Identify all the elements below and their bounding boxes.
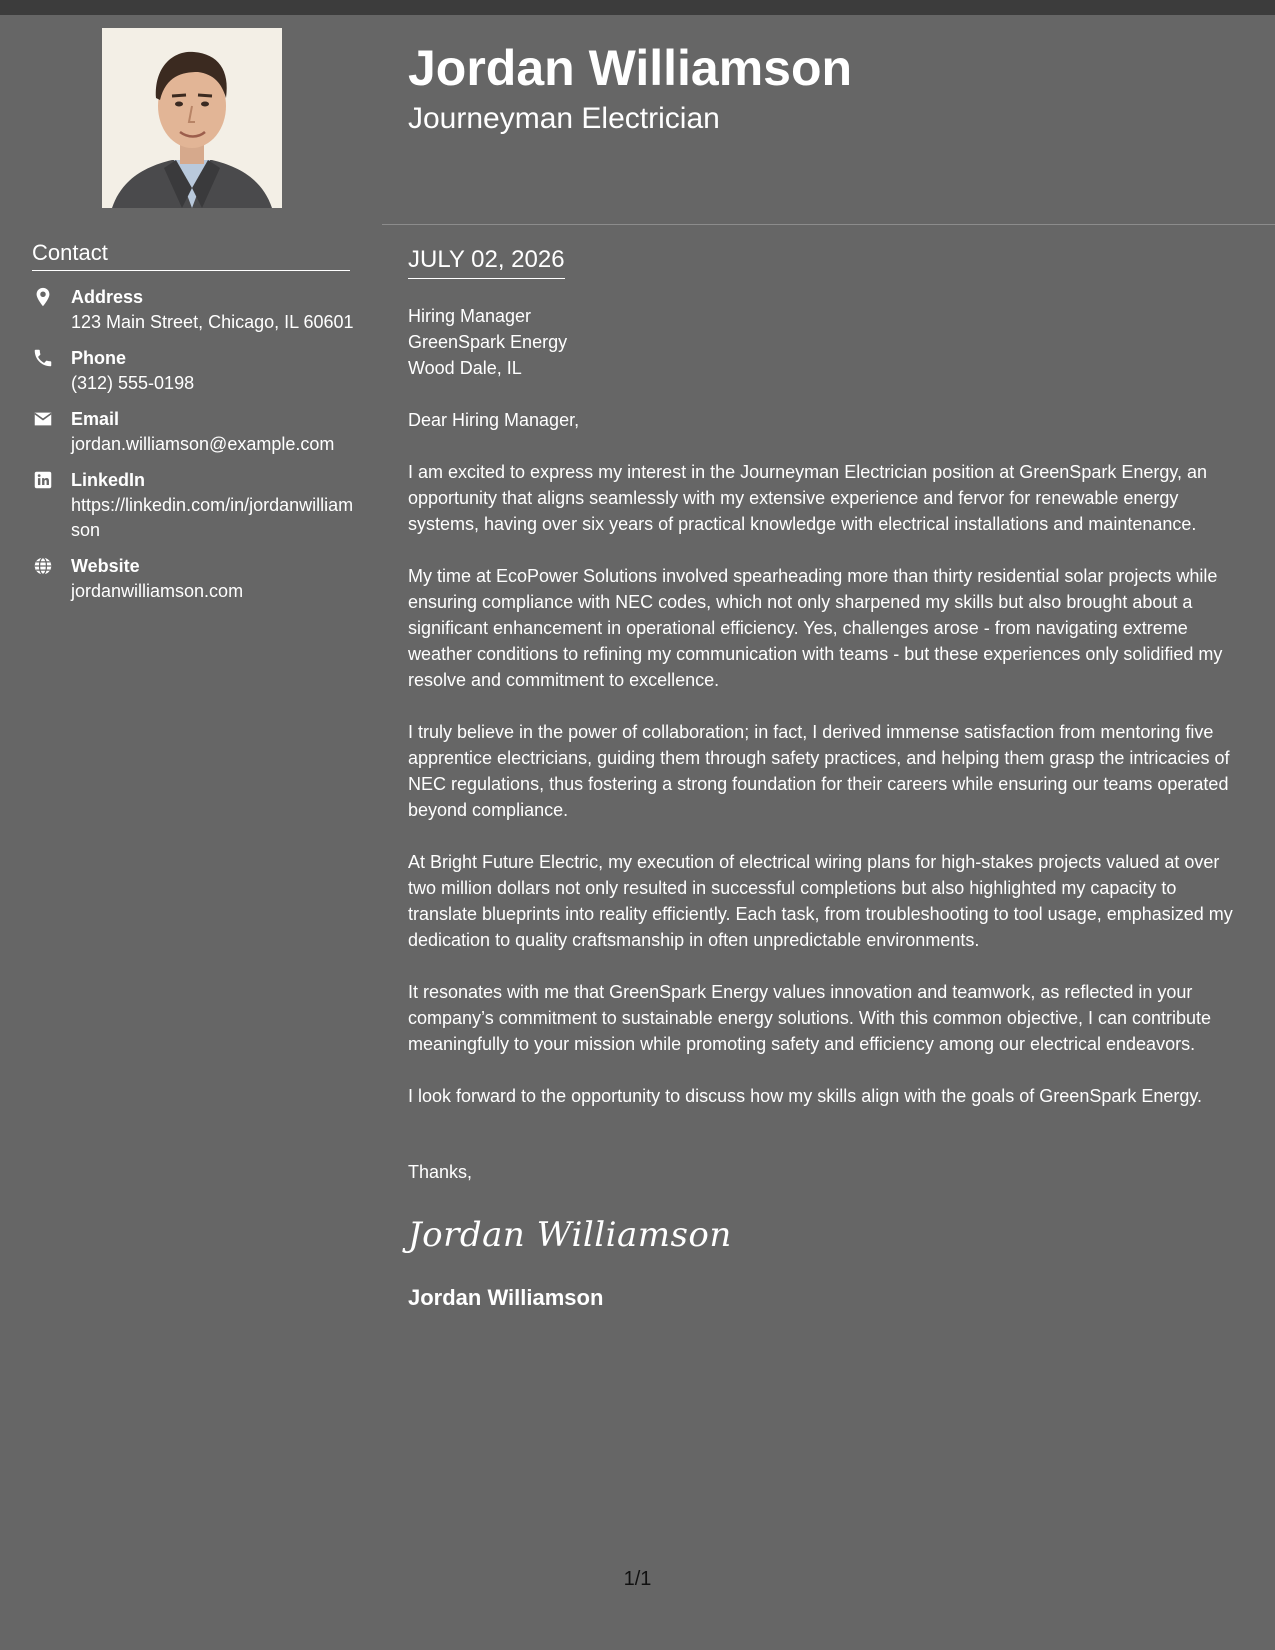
- recipient-line: Wood Dale, IL: [408, 358, 522, 378]
- contact-label: Website: [71, 556, 140, 576]
- signature: Jordan Williamson: [408, 1215, 732, 1255]
- contact-item-address: [32, 285, 354, 335]
- applicant-title: Journeyman Electrician: [408, 102, 720, 135]
- contact-heading: Contact: [32, 240, 350, 271]
- body-paragraph: I look forward to the opportunity to discuss how my skills align with the goals of GreenSpark Energy.: [408, 1086, 1203, 1106]
- header-divider: [382, 224, 1275, 225]
- contact-item-email: [32, 407, 354, 457]
- linkedin-icon: [32, 469, 54, 491]
- applicant-name: Jordan Williamson: [408, 40, 853, 96]
- contact-list: [32, 285, 354, 615]
- letter-main: [382, 15, 1275, 1650]
- address-value: 123 Main Street, Chicago, IL 60601: [71, 312, 354, 332]
- recipient-block: [408, 303, 1248, 381]
- sidebar: [0, 15, 382, 1650]
- body-paragraph: I am excited to express my interest in the Journeyman Electrician position at GreenSpark Energy, an opportunity that aligns seamlessly with my extensive experience and fervor for renewable energy systems, having over six years of practical knowledge with electrical installations and maintenance.: [408, 462, 1208, 534]
- salutation: Dear Hiring Manager,: [408, 410, 580, 430]
- contact-label: Address: [71, 287, 144, 307]
- contact-label: Phone: [71, 348, 127, 368]
- linkedin-value: https://linkedin.com/in/jordanwilliamson: [71, 495, 354, 540]
- recipient-line: Hiring Manager: [408, 306, 532, 326]
- closing: Thanks,: [408, 1162, 473, 1182]
- body-paragraph: At Bright Future Electric, my execution of electrical wiring plans for high-stakes projects valued at over two million dollars not only resulted in successful completions but also highlighted my capacity to translate blueprints into reality efficiently. Each task, from troubleshooting to tool usage, emphasized my dedication to quality craftsmanship in often unpredictable environments.: [408, 852, 1233, 950]
- envelope-icon: [32, 408, 54, 430]
- contact-item-phone: [32, 346, 354, 396]
- signer-name: Jordan Williamson: [408, 1285, 604, 1310]
- contact-label: Email: [71, 409, 120, 429]
- top-bar: [0, 0, 1275, 15]
- letter-date: JULY 02, 2026: [408, 246, 565, 279]
- phone-value: (312) 555-0198: [71, 373, 195, 393]
- phone-icon: [32, 347, 54, 369]
- map-pin-icon: [32, 286, 54, 308]
- website-value: jordanwilliamson.com: [71, 581, 244, 601]
- profile-photo: [102, 28, 282, 208]
- letter-body: [408, 303, 1248, 1311]
- body-paragraph: I truly believe in the power of collaboration; in fact, I derived immense satisfaction from mentoring five apprentice electricians, guiding them through safety practices, and helping them grasp the intricacies of NEC regulations, thus fostering a strong foundation for their careers while ensuring our teams operated beyond compliance.: [408, 722, 1230, 820]
- contact-item-website: [32, 554, 354, 604]
- contact-item-linkedin: [32, 468, 354, 543]
- contact-label: LinkedIn: [71, 470, 146, 490]
- globe-icon: [32, 555, 54, 577]
- body-paragraph: It resonates with me that GreenSpark Energy values innovation and teamwork, as reflected in your company’s commitment to sustainable energy solutions. With this common objective, I can contribute meaningfully to your mission while promoting safety and efficiency among our electrical endeavors.: [408, 982, 1212, 1054]
- email-value: jordan.williamson@example.com: [71, 434, 335, 454]
- recipient-line: GreenSpark Energy: [408, 332, 568, 352]
- body-paragraph: My time at EcoPower Solutions involved spearheading more than thirty residential solar projects while ensuring compliance with NEC codes, which not only sharpened my skills but also brought about a significant enhancement in operational efficiency. Yes, challenges arose - from navigating extreme weather conditions to refining my communication with teams - but these experiences only solidified my resolve and commitment to excellence.: [408, 566, 1223, 690]
- page-number: 1/1: [623, 1568, 652, 1590]
